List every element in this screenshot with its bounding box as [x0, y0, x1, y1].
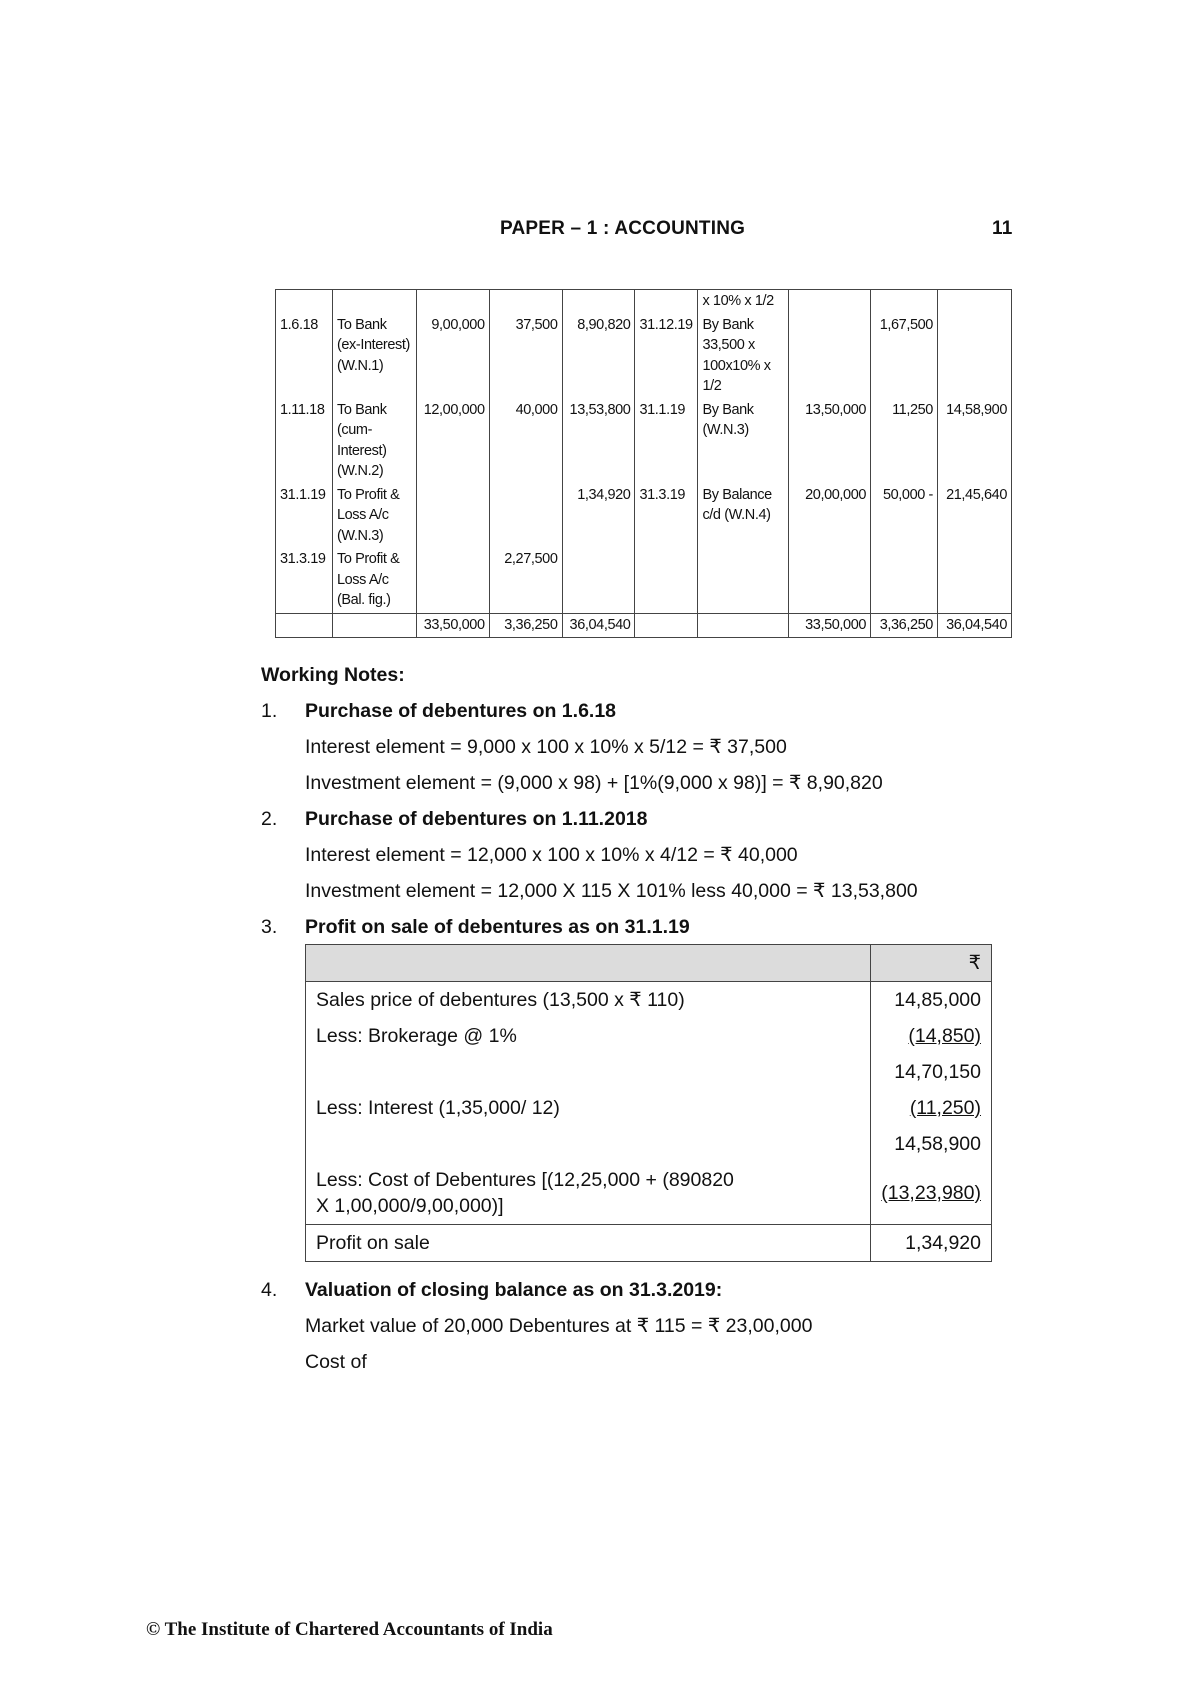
note-number: 3. — [261, 916, 278, 938]
calc-label: Less: Brokerage @ 1% — [306, 1018, 871, 1054]
calc-header-row — [306, 945, 992, 982]
nominal-cell — [416, 548, 489, 613]
note-title: Purchase of debentures on 1.6.18 — [305, 700, 617, 722]
note-title: Profit on sale of debentures as on 31.1.19 — [305, 916, 690, 938]
interest-cell — [489, 484, 562, 549]
note-line: Investment element = 12,000 X 115 X 101% less 40,000 = ₹ 13,53,800 — [305, 880, 918, 902]
interest-cell: 40,000 — [489, 399, 562, 484]
table-row — [276, 548, 1012, 613]
total-interest: 3,36,250 — [489, 613, 562, 638]
note-line: Interest element = 9,000 x 100 x 10% x 5/12 = ₹ 37,500 — [305, 736, 787, 758]
table-row — [306, 1090, 992, 1126]
working-notes-heading: Working Notes: — [261, 664, 405, 686]
calc-amount: (14,850) — [908, 1025, 981, 1047]
date-cell: 31.12.19 — [635, 314, 698, 399]
cost-cell: 13,53,800 — [562, 399, 635, 484]
date-cell — [635, 548, 698, 613]
calc-amount: 14,58,900 — [871, 1126, 992, 1162]
total-cost: 36,04,540 — [937, 613, 1011, 638]
interest-cell: 1,67,500 — [871, 314, 938, 399]
nominal-cell: 13,50,000 — [789, 399, 871, 484]
calc-label — [306, 1054, 871, 1090]
particulars-cell: To Profit & Loss A/c (Bal. fig.) — [332, 548, 416, 613]
calc-amount: (13,23,980) — [881, 1182, 981, 1204]
calc-amount: 14,70,150 — [871, 1054, 992, 1090]
date-cell: 31.1.19 — [276, 484, 333, 549]
cost-cell: 14,58,900 — [937, 399, 1011, 484]
total-nominal: 33,50,000 — [416, 613, 489, 638]
nominal-cell — [416, 484, 489, 549]
note-number: 1. — [261, 700, 278, 722]
cost-cell: 1,34,920 — [562, 484, 635, 549]
note-title: Valuation of closing balance as on 31.3.2019: — [305, 1279, 723, 1301]
table-row — [306, 1018, 992, 1054]
note-line: Cost of — [305, 1351, 367, 1373]
table-row — [276, 399, 1012, 484]
table-row — [276, 314, 1012, 399]
note-number: 4. — [261, 1279, 278, 1301]
note-line: Market value of 20,000 Debentures at ₹ 115 = ₹ 23,00,000 — [305, 1315, 813, 1337]
interest-cell: 11,250 — [871, 399, 938, 484]
note-line: Investment element = (9,000 x 98) + [1%(9,000 x 98)] = ₹ 8,90,820 — [305, 772, 883, 794]
calc-amount: 1,34,920 — [871, 1225, 992, 1262]
date-cell: 1.11.18 — [276, 399, 333, 484]
calc-label: Less: Cost of Debentures [(12,25,000 + (890820 X 1,00,000/9,00,000)] — [306, 1162, 871, 1225]
total-nominal: 33,50,000 — [789, 613, 871, 638]
calc-label: Sales price of debentures (13,500 x ₹ 110) — [306, 982, 871, 1019]
totals-row — [276, 613, 1012, 638]
calc-label: Profit on sale — [306, 1225, 871, 1262]
interest-cell — [871, 548, 938, 613]
calc-label: Less: Interest (1,35,000/ 12) — [306, 1090, 871, 1126]
investment-ledger-table — [275, 289, 1012, 638]
carry-line: x 10% x 1/2 — [698, 290, 789, 314]
page-number: 11 — [992, 218, 1013, 239]
cost-cell — [937, 314, 1011, 399]
table-row — [306, 1225, 992, 1262]
particulars-cell: By Bank 33,500 x 100x10% x 1/2 — [698, 314, 789, 399]
particulars-cell: To Bank (cum-Interest) (W.N.2) — [332, 399, 416, 484]
particulars-cell: To Bank (ex-Interest) (W.N.1) — [332, 314, 416, 399]
nominal-cell: 12,00,000 — [416, 399, 489, 484]
cost-cell — [562, 548, 635, 613]
table-row — [306, 1162, 992, 1225]
cost-cell — [937, 548, 1011, 613]
nominal-cell — [789, 314, 871, 399]
calc-label — [306, 1126, 871, 1162]
interest-cell: 2,27,500 — [489, 548, 562, 613]
nominal-cell — [789, 548, 871, 613]
particulars-cell: By Bank (W.N.3) — [698, 399, 789, 484]
table-row — [306, 1126, 992, 1162]
calc-amount: 14,85,000 — [871, 982, 992, 1019]
total-interest: 3,36,250 — [871, 613, 938, 638]
particulars-cell — [698, 548, 789, 613]
nominal-cell: 20,00,000 — [789, 484, 871, 549]
particulars-cell: By Balance c/d (W.N.4) — [698, 484, 789, 549]
table-row — [276, 484, 1012, 549]
interest-cell: 50,000 - — [871, 484, 938, 549]
calc-amount: (11,250) — [909, 1097, 981, 1119]
ledger-carry-row — [276, 290, 1012, 314]
cost-cell: 21,45,640 — [937, 484, 1011, 549]
currency-header: ₹ — [871, 945, 992, 982]
date-cell: 31.3.19 — [635, 484, 698, 549]
date-cell: 31.3.19 — [276, 548, 333, 613]
page-title: PAPER – 1 : ACCOUNTING — [500, 218, 746, 239]
particulars-cell: To Profit & Loss A/c (W.N.3) — [332, 484, 416, 549]
interest-cell: 37,500 — [489, 314, 562, 399]
profit-on-sale-table — [305, 944, 992, 1262]
cost-cell: 8,90,820 — [562, 314, 635, 399]
note-line: Interest element = 12,000 x 100 x 10% x 4/12 = ₹ 40,000 — [305, 844, 798, 866]
date-cell: 31.1.19 — [635, 399, 698, 484]
note-number: 2. — [261, 808, 278, 830]
table-row — [306, 982, 992, 1019]
note-title: Purchase of debentures on 1.11.2018 — [305, 808, 648, 830]
nominal-cell: 9,00,000 — [416, 314, 489, 399]
total-cost: 36,04,540 — [562, 613, 635, 638]
table-row — [306, 1054, 992, 1090]
copyright-footer: © The Institute of Chartered Accountants of India — [146, 1619, 553, 1640]
date-cell: 1.6.18 — [276, 314, 333, 399]
